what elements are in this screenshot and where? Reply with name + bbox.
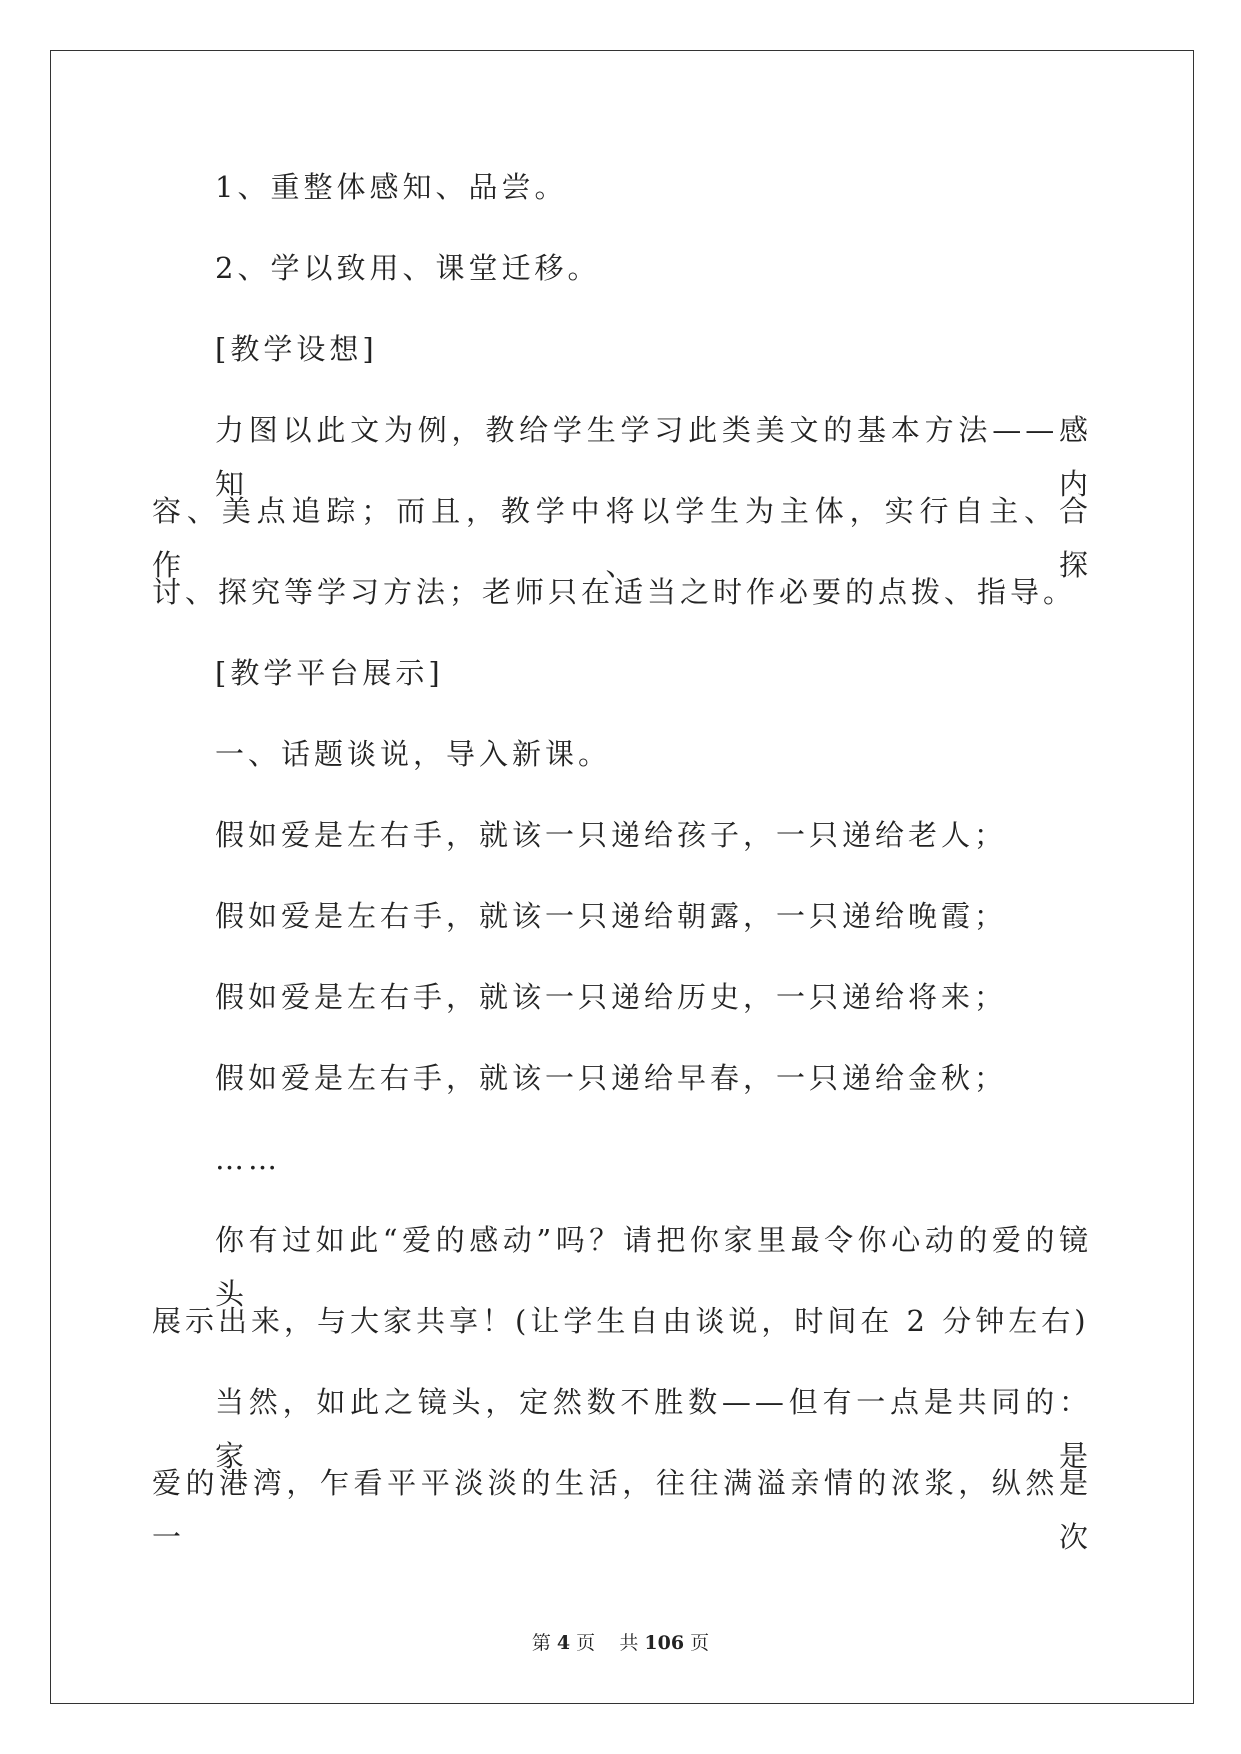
footer-total-suffix: 页 — [690, 1632, 710, 1654]
paragraph: 假如爱是左右手，就该一只递给历史，一只递给将来； — [215, 980, 1008, 1014]
paragraph-line: 展示出来，与大家共享！(让学生自由谈说，时间在 2 分钟左右) — [152, 1304, 1090, 1338]
document-body — [152, 160, 1092, 1554]
paragraph: 假如爱是左右手，就该一只递给早春，一只递给金秋； — [215, 1061, 1008, 1095]
footer-total-prefix: 共 — [619, 1632, 639, 1654]
footer-prefix: 第 — [531, 1632, 551, 1654]
section-heading: [教学平台展示] — [215, 656, 444, 690]
paragraph-line: 你有过如此“爱的感动”吗？请把你家里最令你心动的爱的镜头 — [215, 1223, 1092, 1311]
paragraph: 一、话题谈说，导入新课。 — [215, 737, 612, 771]
paragraph-line: 力图以此文为例，教给学生学习此类美文的基本方法——感知内 — [215, 413, 1092, 501]
paragraph-line: 讨、探究等学习方法；老师只在适当之时作必要的点拨、指导。 — [152, 575, 1077, 609]
paragraph-line: 爱的港湾，乍看平平淡淡的生活，往往满溢亲情的浓浆，纵然是一次 — [152, 1466, 1092, 1554]
footer-page-suffix: 页 — [576, 1632, 596, 1654]
section-heading: [教学设想] — [215, 332, 378, 366]
paragraph: 2、学以致用、课堂迁移。 — [215, 251, 601, 285]
paragraph-line: 当然，如此之镜头，定然数不胜数——但有一点是共同的：家是 — [215, 1385, 1092, 1473]
current-page-number: 4 — [556, 1632, 571, 1654]
paragraph-line: 容、美点追踪；而且，教学中将以学生为主体，实行自主、合作、探 — [152, 494, 1092, 582]
paragraph: 1、重整体感知、品尝。 — [215, 170, 568, 204]
paragraph: 假如爱是左右手，就该一只递给朝露，一只递给晚霞； — [215, 899, 1008, 933]
total-page-count: 106 — [644, 1632, 685, 1654]
paragraph: 假如爱是左右手，就该一只递给孩子，一只递给老人； — [215, 818, 1008, 852]
page-footer — [0, 1628, 1241, 1655]
ellipsis: …… — [215, 1142, 281, 1176]
